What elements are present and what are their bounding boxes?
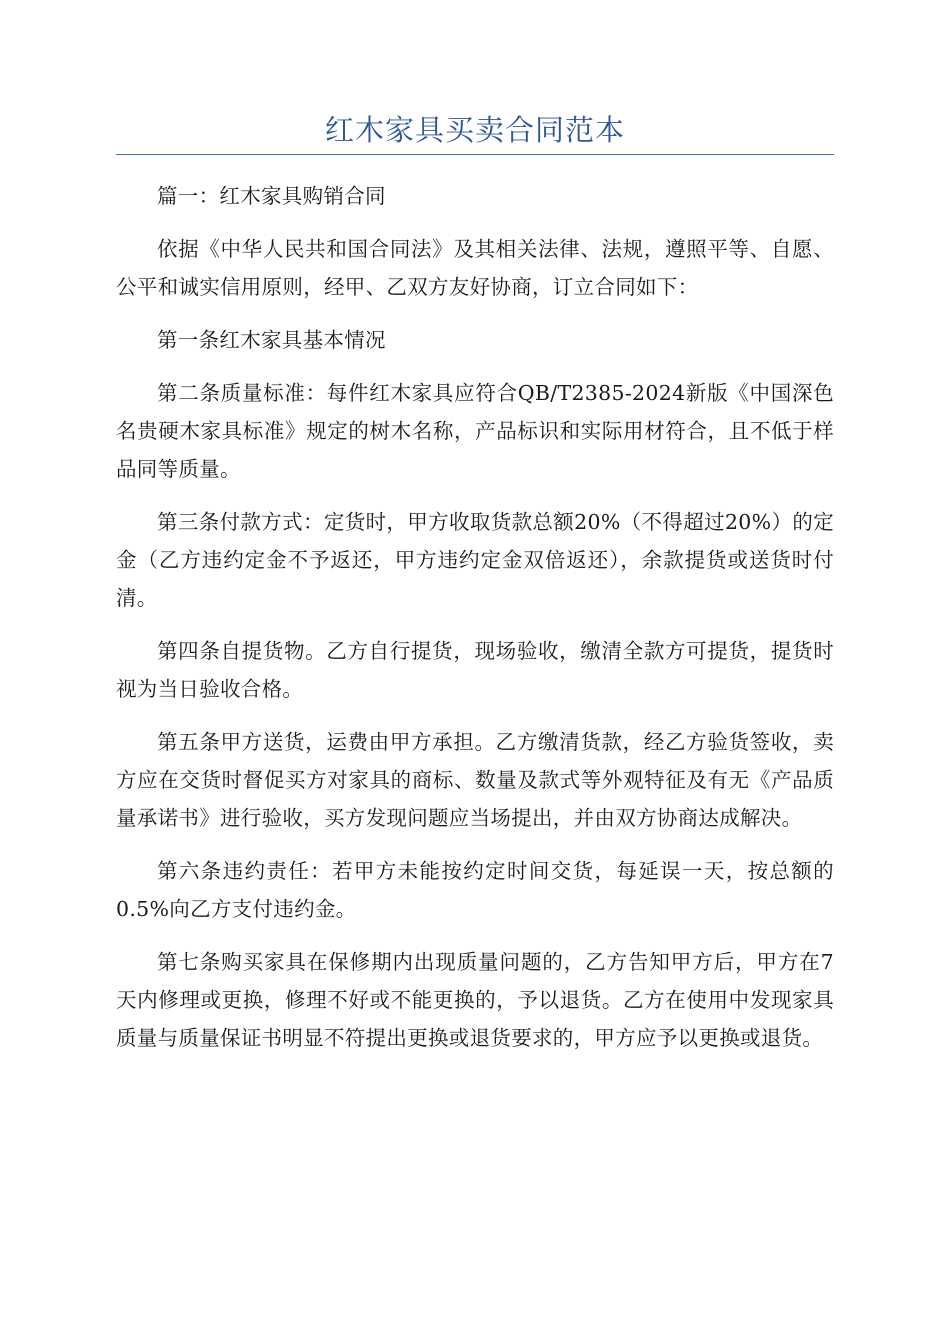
- article-3: 第三条付款方式：定货时，甲方收取货款总额20%（不得超过20%）的定金（乙方违约定金不予返还，甲方违约定金双倍返还），余款提货或送货时付清。: [116, 510, 834, 610]
- preamble-paragraph: 依据《中华人民共和国合同法》及其相关法律、法规，遵照平等、自愿、公平和诚实信用原则，经甲、乙双方友好协商，订立合同如下：: [116, 237, 834, 299]
- section-heading: 篇一：红木家具购销合同: [157, 184, 386, 208]
- article-4: 第四条自提货物。乙方自行提货，现场验收，缴清全款方可提货，提货时视为当日验收合格。: [116, 639, 834, 701]
- article-1: 第一条红木家具基本情况: [157, 328, 386, 352]
- article-2: 第二条质量标准：每件红木家具应符合QB/T2385-2024新版《中国深色名贵硬木家具标准》规定的树木名称，产品标识和实际用材符合，且不低于样品同等质量。: [116, 381, 834, 481]
- article-7: 第七条购买家具在保修期内出现质量问题的，乙方告知甲方后，甲方在7天内修理或更换，修理不好或不能更换的，予以退货。乙方在使用中发现家具质量与质量保证书明显不符提出更换或退货要求的，甲方应予以更换或退货。: [116, 950, 834, 1050]
- article-5: 第五条甲方送货，运费由甲方承担。乙方缴清货款，经乙方验货签收，卖方应在交货时督促买方对家具的商标、数量及款式等外观特征及有无《产品质量承诺书》进行验收，买方发现问题应当场提出，并由双方协商达成解决。: [116, 730, 834, 830]
- title-underline: [116, 154, 834, 155]
- document-title: 红木家具买卖合同范本: [324, 113, 625, 147]
- document-body: [116, 177, 834, 1057]
- article-6: 第六条违约责任：若甲方未能按约定时间交货，每延误一天，按总额的0.5%向乙方支付违约金。: [116, 859, 834, 921]
- document-page: [116, 108, 834, 1072]
